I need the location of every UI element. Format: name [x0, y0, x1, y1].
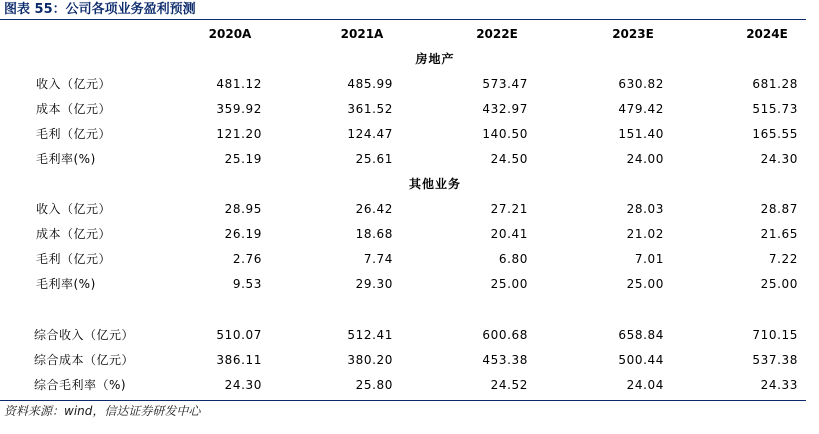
cell-value: 25.00	[490, 277, 528, 291]
row-label: 毛利率(%)	[36, 277, 96, 291]
bottom-divider	[0, 400, 806, 401]
cell-value: 21.02	[626, 227, 664, 241]
table-row	[0, 72, 806, 97]
header-row	[0, 22, 806, 47]
source-note: 资料来源：wind，信达证券研发中心	[4, 404, 201, 418]
cell-value: 24.04	[626, 378, 664, 392]
cell-value: 28.95	[224, 202, 262, 216]
cell-value: 386.11	[216, 353, 262, 367]
cell-value: 25.00	[760, 277, 798, 291]
cell-value: 124.47	[347, 127, 393, 141]
cell-value: 24.33	[760, 378, 798, 392]
cell-value: 500.44	[618, 353, 664, 367]
cell-value: 29.30	[355, 277, 393, 291]
cell-value: 479.42	[618, 102, 664, 116]
cell-value: 2.76	[232, 252, 262, 266]
cell-value: 27.21	[490, 202, 528, 216]
cell-value: 24.30	[224, 378, 262, 392]
cell-value: 26.42	[355, 202, 393, 216]
cell-value: 140.50	[482, 127, 528, 141]
table-row	[0, 247, 806, 272]
header-2022e: 2022E	[476, 27, 518, 41]
cell-value: 25.00	[626, 277, 664, 291]
header-2021a: 2021A	[340, 27, 384, 41]
cell-value: 630.82	[618, 77, 664, 91]
cell-value: 7.22	[768, 252, 798, 266]
section-title-real-estate: 房地产	[415, 52, 455, 66]
table-row	[0, 348, 806, 373]
row-label: 收入（亿元）	[36, 77, 112, 91]
header-2023e: 2023E	[612, 27, 654, 41]
cell-value: 537.38	[752, 353, 798, 367]
cell-value: 121.20	[216, 127, 262, 141]
cell-value: 380.20	[347, 353, 393, 367]
section-title-other-business: 其他业务	[408, 177, 461, 191]
cell-value: 359.92	[216, 102, 262, 116]
cell-value: 710.15	[752, 328, 798, 342]
cell-value: 481.12	[216, 77, 262, 91]
title-divider	[0, 19, 806, 20]
table-row	[0, 147, 806, 172]
cell-value: 24.50	[490, 152, 528, 166]
header-2020a: 2020A	[208, 27, 252, 41]
cell-value: 165.55	[752, 127, 798, 141]
table-row	[0, 373, 806, 398]
row-label: 收入（亿元）	[36, 202, 112, 216]
cell-value: 24.00	[626, 152, 664, 166]
cell-value: 7.74	[363, 252, 393, 266]
header-2024e: 2024E	[746, 27, 788, 41]
cell-value: 25.19	[224, 152, 262, 166]
row-label: 成本（亿元）	[36, 227, 112, 241]
cell-value: 28.03	[626, 202, 664, 216]
cell-value: 485.99	[347, 77, 393, 91]
cell-value: 18.68	[355, 227, 393, 241]
cell-value: 510.07	[216, 328, 262, 342]
cell-value: 9.53	[232, 277, 262, 291]
cell-value: 573.47	[482, 77, 528, 91]
row-label: 综合收入（亿元）	[34, 328, 135, 342]
cell-value: 600.68	[482, 328, 528, 342]
cell-value: 25.61	[355, 152, 393, 166]
row-label: 成本（亿元）	[36, 102, 112, 116]
cell-value: 21.65	[760, 227, 798, 241]
cell-value: 432.97	[482, 102, 528, 116]
table-row	[0, 97, 806, 122]
cell-value: 7.01	[634, 252, 664, 266]
table-row	[0, 272, 806, 297]
cell-value: 24.52	[490, 378, 528, 392]
cell-value: 20.41	[490, 227, 528, 241]
row-label: 综合毛利率（%)	[34, 378, 127, 392]
cell-value: 512.41	[347, 328, 393, 342]
cell-value: 658.84	[618, 328, 664, 342]
cell-value: 515.73	[752, 102, 798, 116]
figure-title: 图表 55：公司各项业务盈利预测	[4, 2, 196, 17]
cell-value: 453.38	[482, 353, 528, 367]
row-label: 毛利（亿元）	[36, 127, 112, 141]
cell-value: 28.87	[760, 202, 798, 216]
table-row	[0, 222, 806, 247]
cell-value: 24.30	[760, 152, 798, 166]
table-row	[0, 122, 806, 147]
cell-value: 25.80	[355, 378, 393, 392]
cell-value: 151.40	[618, 127, 664, 141]
cell-value: 361.52	[347, 102, 393, 116]
row-label: 综合成本（亿元）	[34, 353, 135, 367]
cell-value: 6.80	[498, 252, 528, 266]
cell-value: 681.28	[752, 77, 798, 91]
table-row	[0, 197, 806, 222]
table-row	[0, 323, 806, 348]
row-label: 毛利率(%)	[36, 152, 96, 166]
cell-value: 26.19	[224, 227, 262, 241]
row-label: 毛利（亿元）	[36, 252, 112, 266]
